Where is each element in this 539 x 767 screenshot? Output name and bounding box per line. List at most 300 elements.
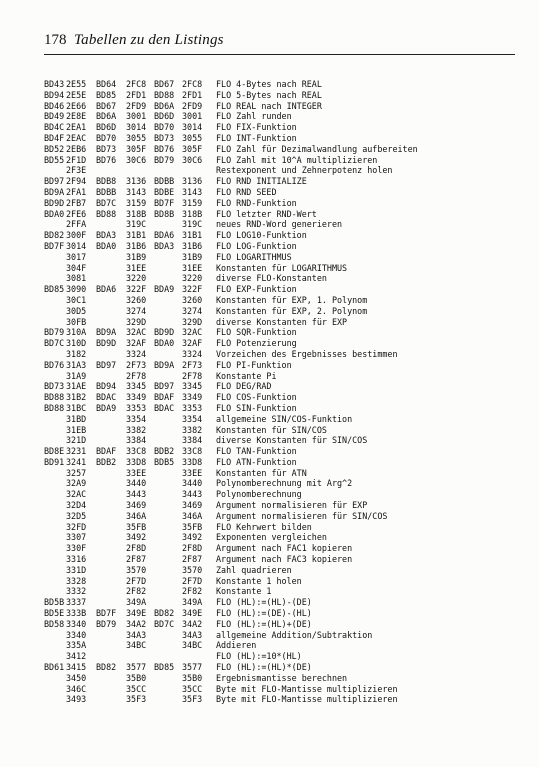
addr-6128-rom: 2F8D	[182, 543, 203, 554]
routine-description: FLO EXP-Funktion	[216, 284, 297, 295]
table-row	[44, 273, 524, 284]
addr-6128-rom: 3143	[182, 186, 203, 197]
addr-664-rom: 35F3	[126, 694, 147, 705]
addr-6128-jump: BD82	[154, 608, 175, 619]
table-row	[44, 684, 524, 695]
addr-664-rom: 33D8	[126, 456, 147, 467]
routine-description: FLO Zahl runden	[216, 111, 292, 122]
addr-6128-jump: BD73	[154, 132, 175, 143]
routine-description: Addieren	[216, 640, 257, 651]
addr-464-rom: 330F	[66, 543, 87, 554]
table-row	[44, 435, 524, 446]
addr-6128-rom: 3345	[182, 381, 203, 392]
addr-664-rom: 32AC	[126, 327, 147, 338]
addr-664-jump: BD67	[96, 100, 117, 111]
table-row	[44, 101, 524, 112]
addr-664-rom: 3324	[126, 348, 147, 359]
table-row	[44, 478, 524, 489]
addr-664-rom: 3384	[126, 435, 147, 446]
addr-664-rom: 31EE	[126, 262, 147, 273]
addr-664-rom: 3443	[126, 489, 147, 500]
addr-6128-jump: BDA0	[154, 338, 175, 349]
routine-description: FLO (HL):=10*(HL)	[216, 651, 302, 662]
addr-464-rom: 3182	[66, 348, 87, 359]
table-row	[44, 349, 524, 360]
addr-6128-jump: BDA6	[154, 230, 175, 241]
addr-464-rom: 300F	[66, 230, 87, 241]
addr-664-rom: 3577	[126, 662, 147, 673]
routine-description: Konstanten für EXP, 1. Polynom	[216, 294, 368, 305]
table-row	[44, 468, 524, 479]
addr-664-rom: 32AF	[126, 338, 147, 349]
addr-6128-jump: BD85	[154, 662, 175, 673]
addr-464-rom: 30D5	[66, 305, 87, 316]
addr-664-rom: 30C6	[126, 154, 147, 165]
routine-description: Argument nach FAC3 kopieren	[216, 554, 353, 565]
addr-464-rom: 3328	[66, 575, 87, 586]
addr-464-rom: 31A9	[66, 370, 87, 381]
addr-664-rom: 3159	[126, 197, 147, 208]
addr-664-jump: BD70	[96, 132, 117, 143]
addr-664-rom: 2F82	[126, 586, 147, 597]
addr-464-rom: 31AE	[66, 381, 87, 392]
addr-6128-jump: BDB5	[154, 456, 175, 467]
addr-464-rom: 3340	[66, 629, 87, 640]
routine-description: FLO SIN-Funktion	[216, 402, 297, 413]
routine-description: Vorzeichen des Ergebnisses bestimmen	[216, 348, 398, 359]
addr-6128-rom: 3354	[182, 413, 203, 424]
addr-6128-rom: 33D8	[182, 456, 203, 467]
addr-464-jump: BD73	[44, 381, 65, 392]
routine-description: Konstanten für LOGARITHMUS	[216, 262, 348, 273]
table-row	[44, 133, 524, 144]
addr-6128-rom: 349A	[182, 597, 203, 608]
routine-description: Argument nach FAC1 kopieren	[216, 543, 353, 554]
routine-description: FLO (HL):=(HL)*(DE)	[216, 662, 312, 673]
addr-464-jump: BD61	[44, 662, 65, 673]
addr-664-jump: BDBB	[96, 186, 117, 197]
addr-6128-rom: 2FC8	[182, 79, 203, 89]
addr-464-jump: BD88	[44, 402, 65, 413]
addr-664-rom: 2FD9	[126, 100, 147, 111]
addr-464-jump: BD49	[44, 111, 65, 122]
addr-6128-jump: BD7C	[154, 618, 175, 629]
addr-464-rom: 31BC	[66, 402, 87, 413]
routine-description: FLO LOG10-Funktion	[216, 230, 307, 241]
addr-664-rom: 319C	[126, 219, 147, 230]
addr-664-rom: 35CC	[126, 683, 147, 694]
addr-6128-rom: 35F3	[182, 694, 203, 705]
addr-6128-rom: 34A2	[182, 618, 203, 629]
addr-464-rom: 31EB	[66, 424, 87, 435]
addr-6128-jump: BD70	[154, 122, 175, 133]
addr-664-rom: 329D	[126, 316, 147, 327]
table-row	[44, 122, 524, 133]
addr-664-jump: BD79	[96, 618, 117, 629]
routine-description: diverse FLO-Konstanten	[216, 273, 327, 284]
addr-464-rom: 2E66	[66, 100, 87, 111]
addr-464-rom: 30FB	[66, 316, 87, 327]
addr-464-jump: BD9D	[44, 197, 65, 208]
addr-664-jump: BD82	[96, 662, 117, 673]
routine-description: FLO RND INITIALIZE	[216, 176, 307, 187]
routine-description: FLO Potenzierung	[216, 338, 297, 349]
table-row	[44, 640, 524, 651]
addr-664-jump: BD73	[96, 143, 117, 154]
page-header	[44, 32, 514, 54]
table-row	[44, 198, 524, 209]
addr-6128-rom: 3577	[182, 662, 203, 673]
addr-464-jump: BD91	[44, 456, 65, 467]
addr-6128-rom: 3570	[182, 564, 203, 575]
table-row	[44, 90, 524, 101]
table-row	[44, 565, 524, 576]
routine-description: Konstante 1	[216, 586, 272, 597]
table-row	[44, 651, 524, 662]
addr-6128-rom: 3469	[182, 500, 203, 511]
addr-464-rom: 335A	[66, 640, 87, 651]
addr-6128-jump: BD6A	[154, 100, 175, 111]
addr-6128-rom: 3136	[182, 176, 203, 187]
routine-description: Byte mit FLO-Mantisse multiplizieren	[216, 694, 398, 705]
addr-6128-rom: 3014	[182, 122, 203, 133]
addr-464-jump: BD4C	[44, 122, 65, 133]
addr-6128-rom: 33C8	[182, 446, 203, 457]
addr-664-rom: 3440	[126, 478, 147, 489]
table-row	[44, 554, 524, 565]
routine-description: FLO Kehrwert bilden	[216, 521, 312, 532]
addr-664-rom: 33C8	[126, 446, 147, 457]
table-row	[44, 597, 524, 608]
addr-6128-rom: 2F73	[182, 359, 203, 370]
addr-6128-jump: BD9A	[154, 359, 175, 370]
addr-464-rom: 2EAC	[66, 132, 87, 143]
table-row	[44, 360, 524, 371]
addr-6128-jump: BDBE	[154, 186, 175, 197]
addr-464-rom: 2FFA	[66, 219, 87, 230]
addr-464-rom: 32D4	[66, 500, 87, 511]
routine-description: Konstanten für ATN	[216, 467, 307, 478]
routine-description: Restexponent und Zehnerpotenz holen	[216, 165, 393, 176]
routine-description: Byte mit FLO-Mantisse multiplizieren	[216, 683, 398, 694]
addr-6128-jump: BDA3	[154, 240, 175, 251]
addr-664-rom: 3143	[126, 186, 147, 197]
addr-664-rom: 3220	[126, 273, 147, 284]
addr-464-rom: 3450	[66, 672, 87, 683]
table-row	[44, 371, 524, 382]
addr-464-rom: 2FB7	[66, 197, 87, 208]
routine-description: Konstante Pi	[216, 370, 277, 381]
table-row	[44, 306, 524, 317]
addr-6128-jump: BDA9	[154, 284, 175, 295]
addr-464-rom: 310A	[66, 327, 87, 338]
addr-664-jump: BD9D	[96, 338, 117, 349]
addr-6128-rom: 3001	[182, 111, 203, 122]
addr-464-rom: 31BD	[66, 413, 87, 424]
addr-464-rom: 2E55	[66, 79, 87, 89]
addr-664-rom: 3382	[126, 424, 147, 435]
addr-6128-rom: 34BC	[182, 640, 203, 651]
addr-6128-rom: 2F78	[182, 370, 203, 381]
addr-664-jump: BD76	[96, 154, 117, 165]
addr-464-jump: BD58	[44, 618, 65, 629]
addr-6128-rom: 35FB	[182, 521, 203, 532]
routine-description: Zahl quadrieren	[216, 564, 292, 575]
table-row	[44, 414, 524, 425]
addr-464-rom: 2EB6	[66, 143, 87, 154]
addr-464-jump: BD76	[44, 359, 65, 370]
routine-description: Polynomberechnung mit Arg^2	[216, 478, 353, 489]
routine-description: Konstanten für SIN/COS	[216, 424, 327, 435]
addr-664-jump: BD97	[96, 359, 117, 370]
addr-464-rom: 3337	[66, 597, 87, 608]
addr-664-rom: 35FB	[126, 521, 147, 532]
table-row	[44, 673, 524, 684]
addr-464-rom: 346C	[66, 683, 87, 694]
routine-description: Konstante 1 holen	[216, 575, 302, 586]
routine-description: FLO 4-Bytes nach REAL	[216, 79, 322, 89]
addr-464-rom: 310D	[66, 338, 87, 349]
addr-664-rom: 3274	[126, 305, 147, 316]
addr-464-rom: 31B2	[66, 392, 87, 403]
addr-664-jump: BD85	[96, 89, 117, 100]
table-row	[44, 295, 524, 306]
addr-464-rom: 3415	[66, 662, 87, 673]
table-row	[44, 576, 524, 587]
addr-6128-rom: 31B9	[182, 251, 203, 262]
table-row	[44, 694, 524, 705]
table-row	[44, 317, 524, 328]
addr-664-rom: 3260	[126, 294, 147, 305]
addr-464-rom: 32A9	[66, 478, 87, 489]
addr-664-rom: 305F	[126, 143, 147, 154]
routine-description: allgemeine Addition/Subtraktion	[216, 629, 373, 640]
addr-464-rom: 3014	[66, 240, 87, 251]
routine-description: FLO (HL):=(DE)-(HL)	[216, 608, 312, 619]
addr-6128-jump: BDAC	[154, 402, 175, 413]
table-row	[44, 392, 524, 403]
addr-464-jump: BD8E	[44, 446, 65, 457]
addr-6128-rom: 33EE	[182, 467, 203, 478]
addr-464-rom: 2F1D	[66, 154, 87, 165]
table-row	[44, 500, 524, 511]
routine-description: FLO Zahl mit 10^A multiplizieren	[216, 154, 378, 165]
addr-664-rom: 3345	[126, 381, 147, 392]
addr-464-rom: 2FE6	[66, 208, 87, 219]
routine-description: FLO ATN-Funktion	[216, 456, 297, 467]
addr-664-rom: 3353	[126, 402, 147, 413]
routine-description: FLO Zahl für Dezimalwandlung aufbereiten	[216, 143, 418, 154]
addr-664-rom: 31B9	[126, 251, 147, 262]
table-row	[44, 457, 524, 468]
addr-464-rom: 30C1	[66, 294, 87, 305]
addr-6128-rom: 35CC	[182, 683, 203, 694]
addr-664-rom: 3570	[126, 564, 147, 575]
addr-464-jump: BD43	[44, 79, 65, 89]
addr-6128-rom: 3260	[182, 294, 203, 305]
table-row	[44, 425, 524, 436]
addr-664-jump: BDB8	[96, 176, 117, 187]
addr-6128-jump: BDB2	[154, 446, 175, 457]
addr-664-rom: 2FD1	[126, 89, 147, 100]
table-row	[44, 284, 524, 295]
addr-664-rom: 2F87	[126, 554, 147, 565]
addr-664-rom: 2F73	[126, 359, 147, 370]
addr-6128-rom: 322F	[182, 284, 203, 295]
addr-6128-rom: 3384	[182, 435, 203, 446]
addr-664-rom: 3055	[126, 132, 147, 143]
addr-464-rom: 3017	[66, 251, 87, 262]
page-number: 178	[44, 32, 67, 48]
addr-6128-rom: 3382	[182, 424, 203, 435]
addr-664-jump: BD7C	[96, 197, 117, 208]
table-row	[44, 489, 524, 500]
addr-664-jump: BDAC	[96, 392, 117, 403]
routine-description: diverse Konstanten für EXP	[216, 316, 348, 327]
table-row	[44, 543, 524, 554]
table-row	[44, 327, 524, 338]
table-row	[44, 381, 524, 392]
table-row	[44, 111, 524, 122]
table-row	[44, 522, 524, 533]
addr-664-jump: BDB2	[96, 456, 117, 467]
addr-6128-rom: 3274	[182, 305, 203, 316]
addr-464-rom: 3340	[66, 618, 87, 629]
addr-664-jump: BD6A	[96, 111, 117, 122]
addr-664-rom: 3492	[126, 532, 147, 543]
table-row	[44, 403, 524, 414]
addr-664-jump: BDA0	[96, 240, 117, 251]
addr-464-jump: BD88	[44, 392, 65, 403]
addr-464-rom: 3090	[66, 284, 87, 295]
addr-6128-rom: 319C	[182, 219, 203, 230]
addr-664-jump: BDA3	[96, 230, 117, 241]
addr-464-rom: 2E5E	[66, 89, 87, 100]
routine-description: Argument normalisieren für EXP	[216, 500, 368, 511]
addr-664-rom: 322F	[126, 284, 147, 295]
addr-464-rom: 333B	[66, 608, 87, 619]
addr-6128-rom: 35B0	[182, 672, 203, 683]
addr-664-rom: 3354	[126, 413, 147, 424]
addr-6128-jump: BDAF	[154, 392, 175, 403]
addr-464-jump: BD7C	[44, 338, 65, 349]
addr-664-jump: BD64	[96, 79, 117, 89]
addr-664-rom: 3349	[126, 392, 147, 403]
addr-6128-jump: BD88	[154, 89, 175, 100]
addr-464-rom: 3231	[66, 446, 87, 457]
addr-6128-rom: 3349	[182, 392, 203, 403]
addr-464-rom: 32D5	[66, 510, 87, 521]
routine-description: Ergebnismantisse berechnen	[216, 672, 348, 683]
routine-description: FLO letzter RND-Wert	[216, 208, 317, 219]
addr-464-rom: 3316	[66, 554, 87, 565]
addr-464-rom: 3332	[66, 586, 87, 597]
addr-464-rom: 3241	[66, 456, 87, 467]
table-row	[44, 446, 524, 457]
table-row	[44, 165, 524, 176]
addr-6128-rom: 32AF	[182, 338, 203, 349]
table-row	[44, 155, 524, 166]
addr-6128-rom: 3443	[182, 489, 203, 500]
addr-664-jump: BDA9	[96, 402, 117, 413]
addr-464-jump: BD52	[44, 143, 65, 154]
addr-6128-jump: BD7F	[154, 197, 175, 208]
addr-6128-rom: 318B	[182, 208, 203, 219]
addr-6128-rom: 2FD9	[182, 100, 203, 111]
addr-6128-rom: 34A3	[182, 629, 203, 640]
routine-description: Exponenten vergleichen	[216, 532, 327, 543]
addr-464-rom: 3307	[66, 532, 87, 543]
addr-6128-jump: BD76	[154, 143, 175, 154]
addr-6128-rom: 3055	[182, 132, 203, 143]
routine-description: FLO RND SEED	[216, 186, 277, 197]
table-row	[44, 608, 524, 619]
table-row	[44, 176, 524, 187]
addr-464-rom: 2F94	[66, 176, 87, 187]
table-row	[44, 144, 524, 155]
table-row	[44, 252, 524, 263]
addr-664-rom: 33EE	[126, 467, 147, 478]
addr-664-rom: 2F78	[126, 370, 147, 381]
table-row	[44, 511, 524, 522]
addr-464-rom: 2F3E	[66, 165, 87, 176]
addr-464-jump: BD46	[44, 100, 65, 111]
addr-464-jump: BD97	[44, 176, 65, 187]
routine-description: Argument normalisieren für SIN/COS	[216, 510, 388, 521]
addr-464-jump: BD5E	[44, 608, 65, 619]
addr-464-rom: 2EA1	[66, 122, 87, 133]
routine-description: FLO 5-Bytes nach REAL	[216, 89, 322, 100]
addr-664-jump: BD7F	[96, 608, 117, 619]
addr-6128-rom: 3492	[182, 532, 203, 543]
addr-6128-rom: 3220	[182, 273, 203, 284]
addr-6128-rom: 2F7D	[182, 575, 203, 586]
addr-464-rom: 2E8E	[66, 111, 87, 122]
addr-464-rom: 2FA1	[66, 186, 87, 197]
addr-6128-rom: 31EE	[182, 262, 203, 273]
addr-464-jump: BD55	[44, 154, 65, 165]
table-row	[44, 209, 524, 220]
addr-664-rom: 2F8D	[126, 543, 147, 554]
routine-description: Konstanten für EXP, 2. Polynom	[216, 305, 368, 316]
table-row	[44, 263, 524, 274]
routine-description: FLO DEG/RAD	[216, 381, 272, 392]
routine-description: FLO SQR-Funktion	[216, 327, 297, 338]
addr-464-rom: 3412	[66, 651, 87, 662]
addr-664-rom: 3014	[126, 122, 147, 133]
addr-464-jump: BDA0	[44, 208, 65, 219]
addr-6128-jump: BD97	[154, 381, 175, 392]
routine-description: FLO RND-Funktion	[216, 197, 297, 208]
routine-description: FLO (HL):=(HL)+(DE)	[216, 618, 312, 629]
addr-6128-rom: 2FD1	[182, 89, 203, 100]
addr-6128-rom: 3440	[182, 478, 203, 489]
addr-6128-rom: 349E	[182, 608, 203, 619]
address-table	[44, 79, 524, 705]
addr-6128-jump: BD79	[154, 154, 175, 165]
table-row	[44, 79, 524, 90]
addr-664-rom: 349A	[126, 597, 147, 608]
addr-664-rom: 346A	[126, 510, 147, 521]
table-row	[44, 630, 524, 641]
addr-6128-rom: 2F87	[182, 554, 203, 565]
routine-description: FLO INT-Funktion	[216, 132, 297, 143]
addr-6128-rom: 346A	[182, 510, 203, 521]
addr-464-jump: BD4F	[44, 132, 65, 143]
routine-description: FLO (HL):=(HL)-(DE)	[216, 597, 312, 608]
addr-464-jump: BD79	[44, 327, 65, 338]
addr-464-rom: 32FD	[66, 521, 87, 532]
